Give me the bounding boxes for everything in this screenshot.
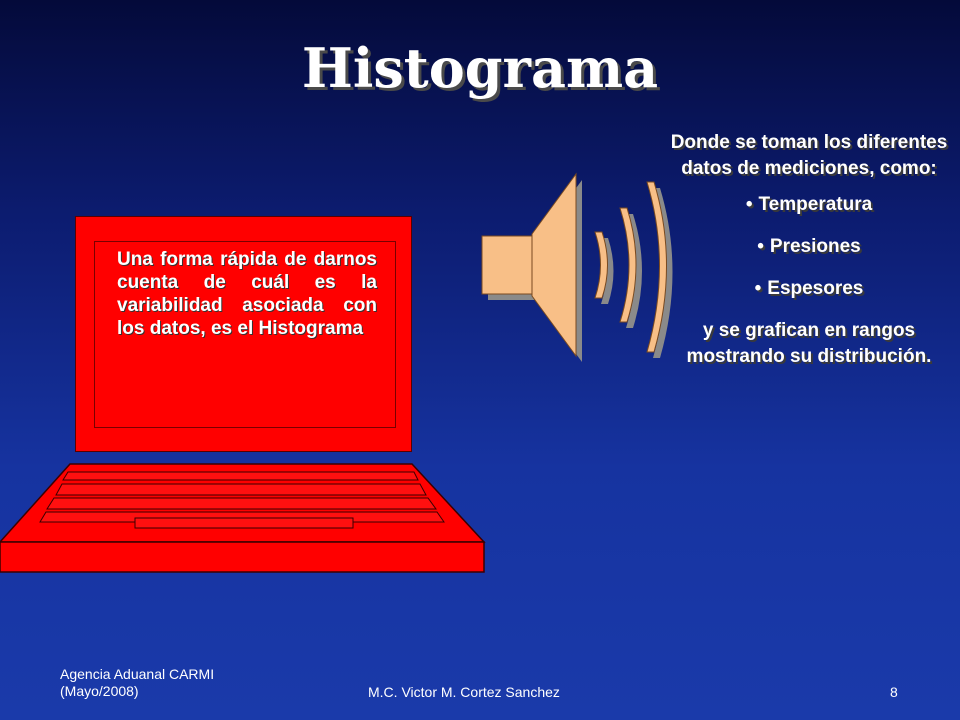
- page-number: 8: [890, 684, 898, 700]
- bullet-dot: •: [757, 236, 764, 257]
- list-item-label: Presiones: [769, 236, 861, 257]
- bullet-dot: •: [754, 278, 762, 299]
- closing-text: [666, 318, 952, 370]
- list-item: [666, 192, 952, 218]
- laptop-screen: [75, 216, 412, 452]
- screen-text: Una forma rápida de darnos cuenta de cuál es la variabilidad asociada con los datos, es el Histograma: [117, 249, 377, 339]
- footer-org-date: (Mayo/2008): [60, 683, 139, 699]
- measurement-list: [666, 192, 952, 302]
- laptop-keyboard-icon: [0, 462, 490, 574]
- footer-author: M.C. Victor M. Cortez Sanchez: [368, 684, 560, 700]
- slide-title: Histograma: [301, 36, 659, 100]
- laptop-screen-inner: [94, 241, 396, 428]
- footer-org-name: Agencia Aduanal CARMI: [60, 666, 215, 682]
- closing-sentence: y se grafican en rangos mostrando su distribución: [686, 320, 927, 367]
- list-item: [666, 234, 952, 260]
- list-item-label: Temperatura: [758, 194, 873, 215]
- right-heading: Donde se toman los diferentes datos de mediciones, como:: [670, 132, 948, 179]
- footer-organization: [60, 666, 280, 700]
- closing-period: .: [926, 346, 932, 367]
- bullet-dot: •: [745, 194, 753, 215]
- list-item: [666, 276, 952, 302]
- right-text-block: [666, 130, 952, 370]
- list-item-label: Espesores: [767, 278, 864, 299]
- speaker-icon: [478, 170, 688, 380]
